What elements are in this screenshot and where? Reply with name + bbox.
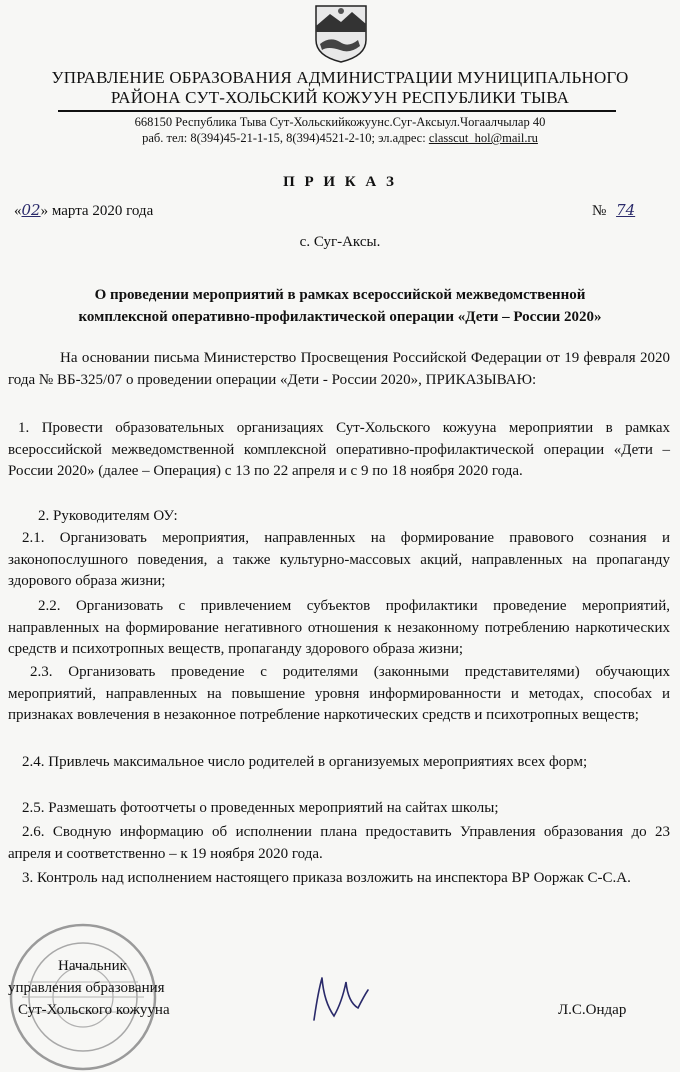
order-place: с. Суг-Аксы. — [299, 234, 381, 250]
order-date: «02» марта 2020 года — [14, 201, 154, 219]
signatory-position-line2: управления образования — [8, 980, 165, 996]
item-2-4: 2.4. Привлечь максимальное число родителей в организуемых мероприятиях всех форм; — [22, 754, 588, 770]
order-day-handwritten: 02 — [21, 201, 41, 219]
item-2-1: 2.1. Организовать мероприятия, направленных на формирование правового сознания и законопослушного поведения, а также культурно-массовых акций, направленных на пропаганду здорового образа жизни; — [8, 530, 670, 589]
item-3: 3. Контроль над исполнением настоящего приказа возложить на инспектора ВР Ооржак С-С.А. — [22, 870, 631, 886]
item-2-2: 2.2. Организовать с привлечением субъектов профилактики проведение мероприятий, направленных на формирование негативного отношения к незаконному потреблению наркотических средств и психотропных веществ, пропаганду здорового образа жизни; — [8, 598, 670, 657]
signatory-position-line1: Начальник — [58, 958, 127, 974]
number-label: № — [592, 203, 607, 219]
organization-contacts — [0, 130, 680, 146]
subject-line1: О проведении мероприятий в рамках всероссийской межведомственной — [94, 287, 586, 303]
item-2: 2. Руководителям ОУ: — [38, 508, 178, 524]
item-1: 1. Провести образовательных организациях Сут-Хольского кожууна мероприятии в рамках всероссийской межведомственной комплексной оперативно-профилактической операции «Дети – России 2020» (далее – Операция) с 13 по 22 апреля и с 9 по 18 ноября 2020 года. — [8, 420, 670, 479]
organization-name-line2: РАЙОНА СУТ-ХОЛЬСКИЙ КОЖУУН РЕСПУБЛИКИ ТЫВА — [110, 88, 570, 107]
signatory-name: Л.С.Ондар — [558, 1002, 627, 1018]
item-2-5: 2.5. Размешать фотоотчеты о проведенных мероприятий на сайтах школы; — [22, 800, 499, 816]
intro-paragraph: На основании письма Министерство Просвещения Российской Федерации от 19 февраля 2020 года № ВБ-325/07 о проведении операции «Дети - России 2020», ПРИКАЗЫВАЮ: — [8, 350, 670, 388]
organization-name-line1: УПРАВЛЕНИЕ ОБРАЗОВАНИЯ АДМИНИСТРАЦИИ МУНИЦИПАЛЬНОГО — [51, 68, 629, 87]
phone-numbers: раб. тел: 8(394)45-21-1-15, 8(394)4521-2-10; эл.адрес: — [142, 131, 429, 145]
document-title: П Р И К А З — [283, 174, 397, 190]
item-2-3: 2.3. Организовать проведение с родителями (законными представителями) обучающих мероприятий, направленных на повышение уровня информированности и методах, способах и признаках вовлечения в незаконное потребление наркотических средств и психотропных веществ; — [8, 664, 670, 723]
header-divider — [58, 110, 616, 112]
order-number-handwritten: 74 — [616, 201, 636, 219]
email-address: classcut_hol@mail.ru — [428, 131, 538, 145]
coat-of-arms-emblem — [310, 2, 372, 64]
item-2-6: 2.6. Сводную информацию об исполнении плана предоставить Управления образования до 23 апреля и соответственно – к 19 ноября 2020 года. — [8, 824, 670, 862]
subject-line2: комплексной оперативно-профилактической операции «Дети – России 2020» — [78, 309, 602, 325]
organization-address: 668150 Республика Тыва Сут-Хольскийкожуунс.Суг-Аксыул.Чогаалчылар 40 — [134, 115, 546, 129]
signatory-position-line3: Сут-Хольского кожууна — [18, 1002, 170, 1018]
order-number — [592, 200, 641, 221]
handwritten-signature — [304, 972, 374, 1024]
